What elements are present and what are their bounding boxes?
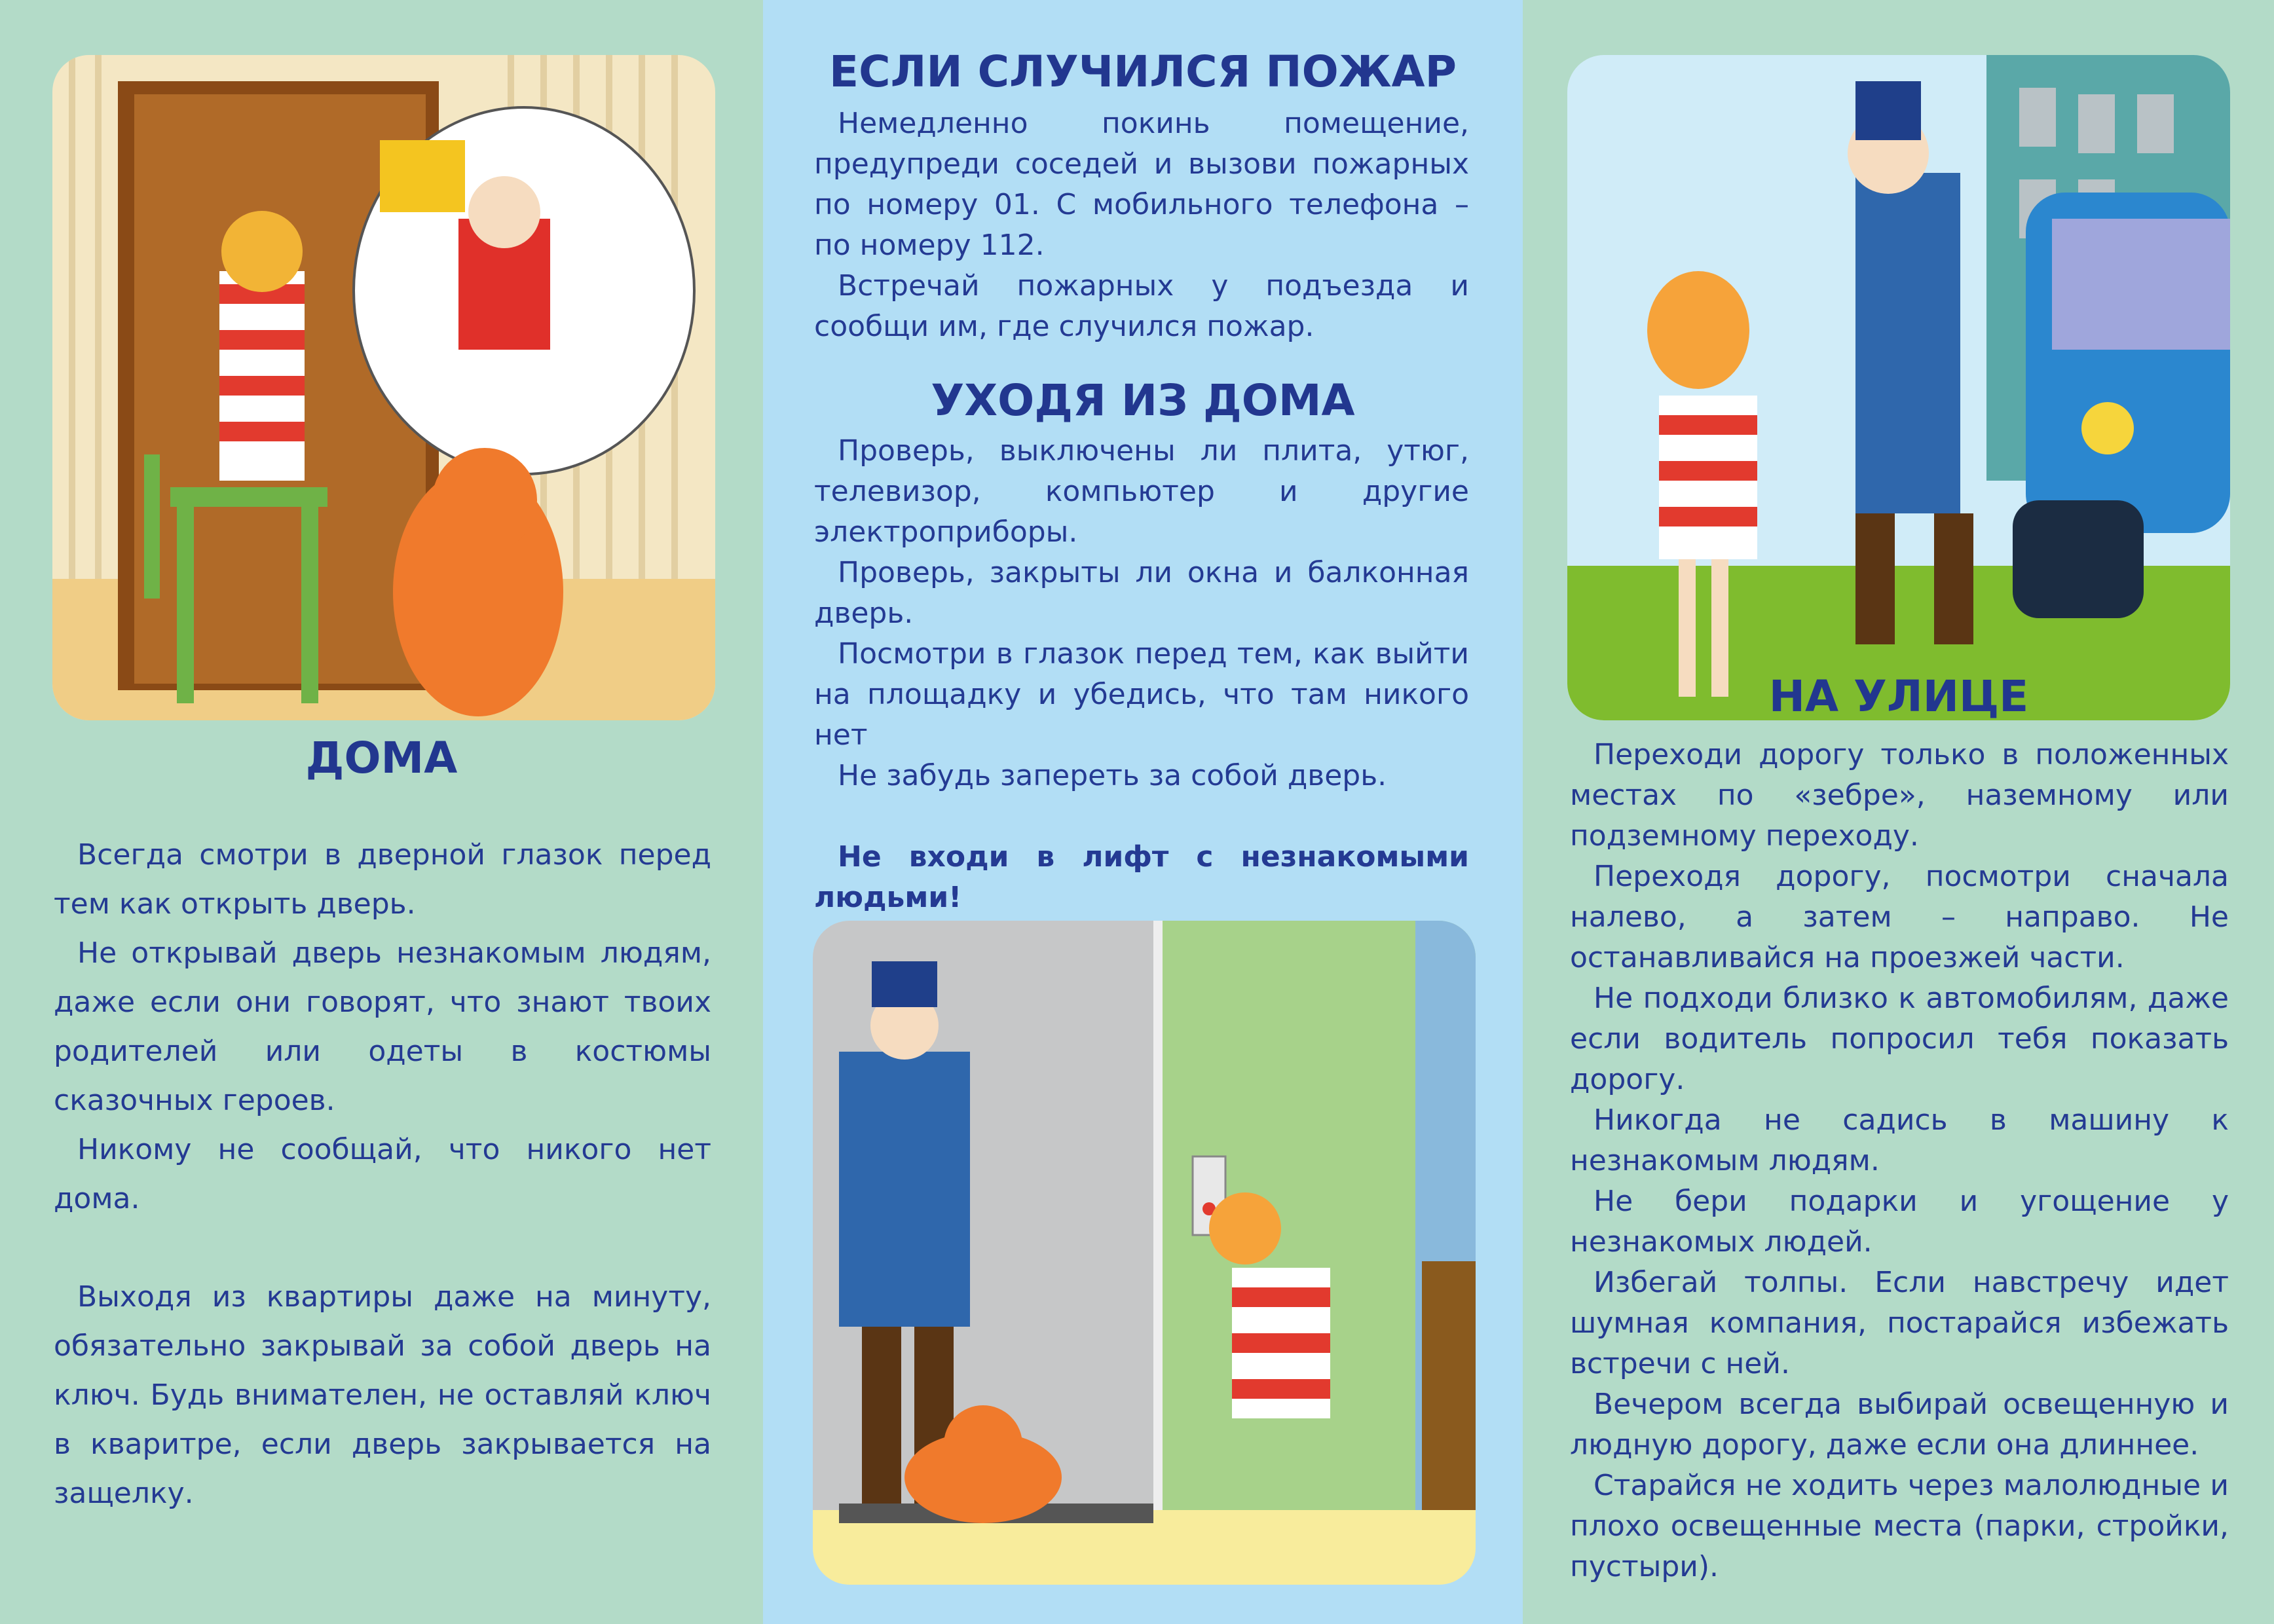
home-paragraph: Никому не сообщай, что никого нет дома. bbox=[54, 1133, 711, 1215]
home-paragraph: Всегда смотри в дверной глазок перед тем как открыть дверь. bbox=[54, 838, 711, 921]
home-illustration bbox=[52, 55, 715, 720]
middle-column bbox=[763, 0, 1523, 1624]
home-title: ДОМА bbox=[305, 733, 458, 783]
home-paragraph: Не открывай дверь незнакомым людям, даже если они говорят, что знают твоих родителей или одеты в костюмы сказочных героев. bbox=[54, 936, 711, 1117]
street-text bbox=[1570, 735, 2229, 1587]
spacer bbox=[814, 796, 1469, 837]
spacer bbox=[54, 1223, 711, 1272]
home-text bbox=[54, 830, 711, 1518]
leaving-paragraph: Не забудь запереть за собой дверь. bbox=[838, 759, 1387, 792]
street-paragraph: Вечером всегда выбирай освещенную и людную дорогу, даже если она длиннее. bbox=[1570, 1388, 2229, 1462]
leaving-text bbox=[814, 431, 1469, 918]
street-illustration bbox=[1567, 55, 2230, 720]
home-paragraph: Выходя из квартиры даже на минуту, обязательно закрывай за собой дверь на ключ. Будь внимателен, не оставляй ключ в кваритре, если дверь закрывается на защелку. bbox=[54, 1280, 711, 1510]
street-paragraph: Не бери подарки и угощение у незнакомых людей. bbox=[1570, 1185, 2229, 1259]
street-paragraph: Переходи дорогу только в положенных местах по «зебре», наземному или подземному переходу. bbox=[1570, 738, 2229, 853]
leaving-paragraph: Проверь, выключены ли плита, утюг, телевизор, компьютер и другие электроприборы. bbox=[814, 434, 1469, 549]
street-paragraph: Переходя дорогу, посмотри сначала налево, а затем – направо. Не останавливайся на проезжей части. bbox=[1570, 860, 2229, 974]
fire-paragraph: Немедленно покинь помещение, предупреди соседей и вызови пожарных по номеру 01. С мобильного телефона – по номеру 112. bbox=[814, 107, 1469, 262]
leaving-title: УХОДЯ ИЗ ДОМА bbox=[931, 375, 1355, 426]
fire-paragraph: Встречай пожарных у подъезда и сообщи им, где случился пожар. bbox=[814, 269, 1469, 343]
street-paragraph: Не подходи близко к автомобилям, даже если водитель попросил тебя показать дорогу. bbox=[1570, 982, 2229, 1096]
leaving-paragraph: Посмотри в глазок перед тем, как выйти на площадку и убедись, что там никого нет bbox=[814, 637, 1469, 752]
elevator-illustration bbox=[813, 921, 1476, 1585]
street-paragraph: Старайся не ходить через малолюдные и плохо освещенные места (парки, стройки, пустыри). bbox=[1570, 1469, 2229, 1583]
street-paragraph: Никогда не садись в машину к незнакомым людям. bbox=[1570, 1103, 2229, 1177]
right-column bbox=[1523, 0, 2274, 1624]
street-title: НА УЛИЦЕ bbox=[1768, 671, 2029, 722]
left-column bbox=[0, 0, 763, 1624]
leaving-paragraph: Проверь, закрыты ли окна и балконная дверь. bbox=[814, 556, 1469, 630]
fire-title: ЕСЛИ СЛУЧИЛСЯ ПОЖАР bbox=[829, 46, 1457, 97]
elevator-warning: Не входи в лифт с незнакомыми людьми! bbox=[814, 840, 1469, 914]
fire-text bbox=[814, 103, 1469, 347]
street-paragraph: Избегай толпы. Если навстречу идет шумная компания, постарайся избежать встречи с ней. bbox=[1570, 1266, 2229, 1380]
